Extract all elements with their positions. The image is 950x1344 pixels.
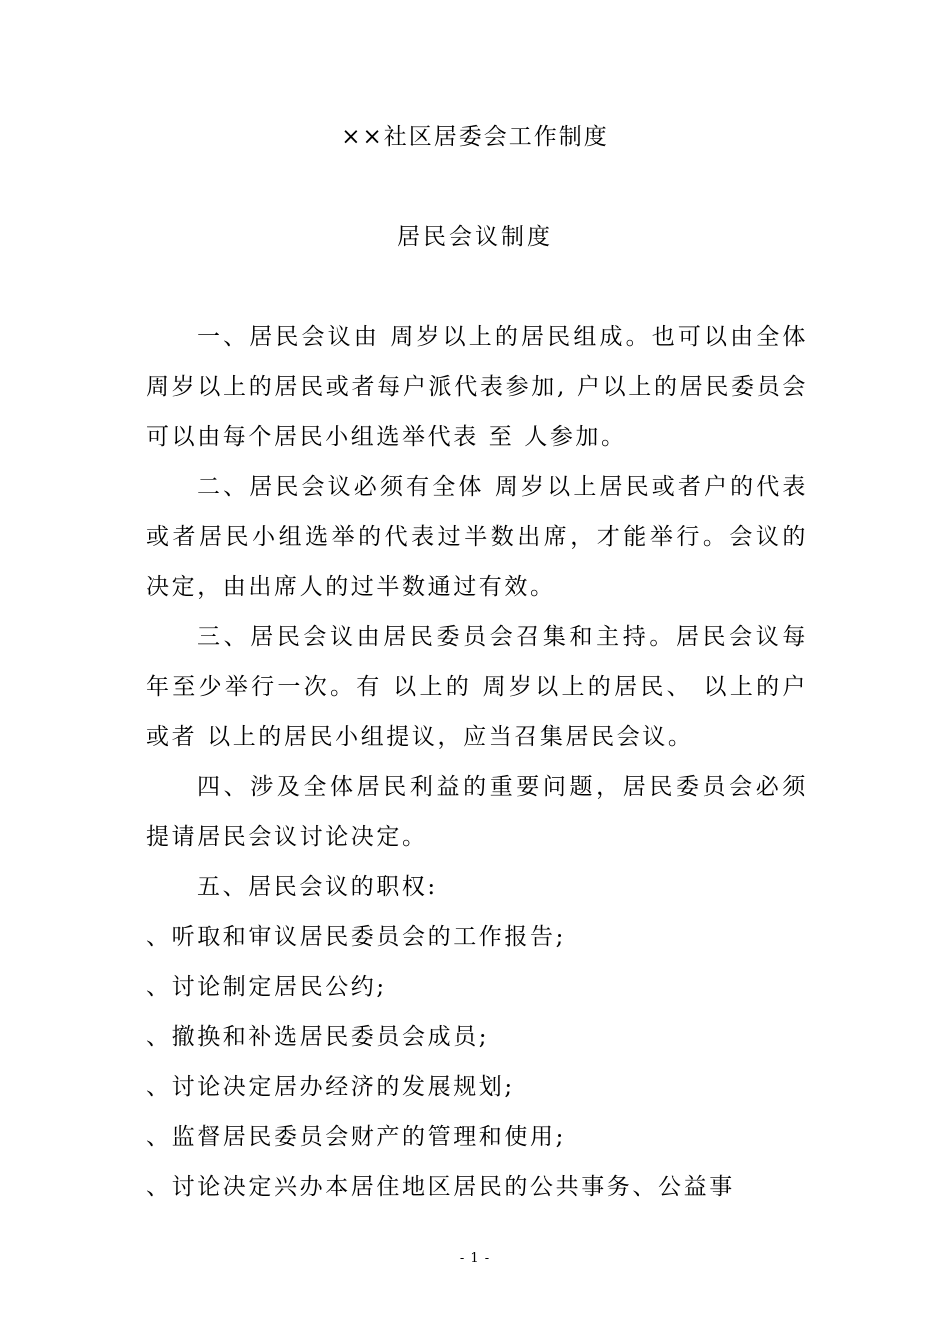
list-item-3: 、撤换和补选居民委员会成员; bbox=[146, 1024, 490, 1050]
paragraph-3: 三、居民会议由居民委员会召集和主持。居民会议每年至少举行一次。有 以上的 周岁以上的居民、 以上的户或者 以上的居民小组提议，应当召集居民会议。 bbox=[146, 624, 808, 750]
document-title: ××社区居委会工作制度 bbox=[341, 124, 609, 150]
list-item-1: 、听取和审议居民委员会的工作报告; bbox=[146, 924, 566, 950]
list-item-5: 、监督居民委员会财产的管理和使用; bbox=[146, 1124, 566, 1150]
paragraph-1: 一、居民会议由 周岁以上的居民组成。也可以由全体 周岁以上的居民或者每户派代表参加, 户以上的居民委员会可以由每个居民小组选举代表 至 人参加。 bbox=[146, 324, 808, 450]
list-item-4: 、讨论决定居办经济的发展规划; bbox=[146, 1074, 515, 1100]
list-item-6: 、讨论决定兴办本居住地区居民的公共事务、公益事 bbox=[146, 1174, 735, 1200]
page-number: - 1 - bbox=[459, 1251, 491, 1266]
paragraph-5: 五、居民会议的职权: bbox=[197, 874, 438, 900]
paragraph-4: 四、涉及全体居民利益的重要问题，居民委员会必须提请居民会议讨论决定。 bbox=[146, 774, 808, 850]
document-body bbox=[146, 312, 808, 1212]
list-item-2: 、讨论制定居民公约; bbox=[146, 974, 387, 1000]
section-title: 居民会议制度 bbox=[397, 224, 553, 250]
paragraph-2: 二、居民会议必须有全体 周岁以上居民或者户的代表或者居民小组选举的代表过半数出席，才能举行。会议的决定，由出席人的过半数通过有效。 bbox=[146, 474, 808, 600]
